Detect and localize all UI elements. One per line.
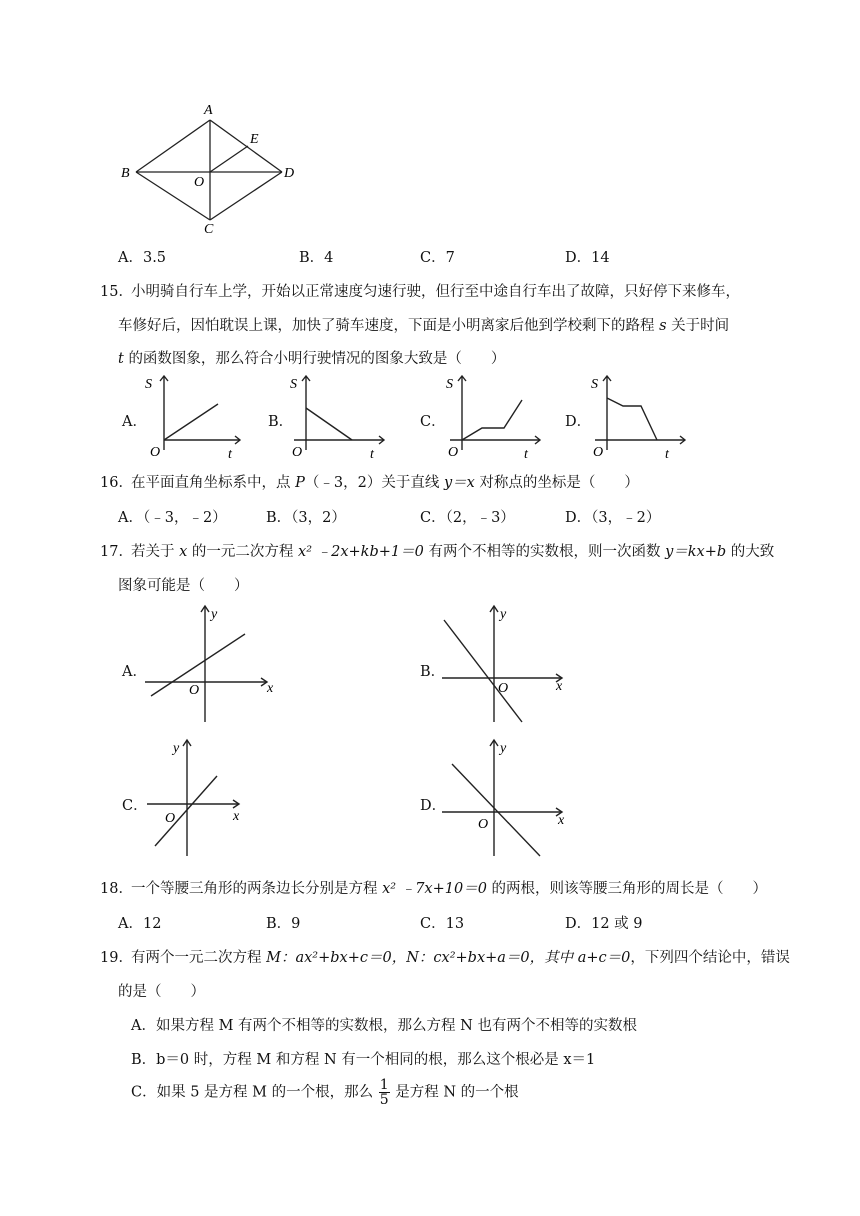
q16-option-d[interactable]: D．（3，﹣2）: [565, 510, 661, 526]
q19-option-a[interactable]: A．如果方程 M 有两个不相等的实数根，那么方程 N 也有两个不相等的实数根: [131, 1018, 637, 1034]
label-B: B: [121, 166, 130, 181]
q18-equation: x² ﹣7x+10＝0: [382, 881, 487, 897]
q17-option-a-label[interactable]: A．: [122, 664, 147, 680]
q15-line2: [118, 314, 729, 335]
q17-graph-d[interactable]: [440, 736, 580, 862]
fraction-numerator: 1: [379, 1077, 389, 1093]
axis-y-label: y: [211, 607, 218, 622]
q16-text-c: 对称点的坐标是（ ）: [479, 475, 639, 491]
label-E: E: [250, 132, 259, 147]
q16-text-b: （﹣3，2）关于直线: [304, 475, 440, 491]
q19-option-c[interactable]: [131, 1078, 519, 1107]
q16-stem: [131, 471, 639, 492]
origin-label: O: [292, 445, 303, 460]
q19-option-b[interactable]: B．b＝0 时，方程 M 和方程 N 有一个相同的根，那么这个根必是 x＝1: [131, 1052, 596, 1068]
q15-line3: [118, 347, 505, 368]
axis-x-label: t: [228, 447, 232, 460]
q18-option-a[interactable]: A．12: [118, 916, 162, 932]
label-A: A: [204, 103, 213, 118]
q15-option-a-label[interactable]: A．: [122, 414, 147, 430]
q15-var-s: s: [659, 318, 667, 334]
axis-y-label: y: [500, 741, 507, 756]
q15-option-b-label[interactable]: B．: [268, 414, 294, 430]
origin-label: O: [150, 445, 161, 460]
label-O: O: [194, 175, 205, 190]
axis-y-label: S: [446, 377, 453, 392]
fraction-one-fifth: [379, 1078, 390, 1107]
q15-graph-c[interactable]: [440, 370, 550, 464]
axis-x-label: t: [370, 447, 374, 460]
q19-eq-n-name: N: [406, 950, 419, 966]
origin-label: O: [189, 683, 200, 698]
axis-y-label: y: [173, 741, 180, 756]
origin-label: O: [448, 445, 459, 460]
q17-graph-b[interactable]: [440, 602, 580, 728]
q16-number: 16．: [100, 475, 133, 491]
q17-option-d-label[interactable]: D．: [420, 798, 447, 814]
q19-option-c-text-b: 是方程 N 的一个根: [395, 1084, 519, 1101]
label-C: C: [204, 222, 214, 235]
axis-x-label: t: [665, 447, 669, 460]
q14-figure: [118, 100, 298, 235]
q18-number: 18．: [100, 881, 133, 897]
q19-option-c-text-a: C．如果 5 是方程 M 的一个根，那么: [131, 1084, 374, 1101]
q16-point: P: [295, 475, 305, 491]
q19-eq-m-name: M: [266, 950, 281, 966]
label-D: D: [284, 166, 295, 181]
q15-line3-text: 的函数图象，那么符合小明行驶情况的图象大致是（ ）: [128, 351, 506, 367]
rhombus-diagram: [118, 100, 298, 235]
q18-stem: [131, 877, 767, 898]
axis-y-label: S: [290, 377, 297, 392]
q15-graph-b[interactable]: [284, 370, 394, 464]
q15-var-t: t: [118, 351, 124, 367]
q15-line1: 小明骑自行车上学，开始以正常速度匀速行驶，但行至中途自行车出了故障，只好停下来修车，: [131, 284, 740, 300]
q17-text-b: 的一元二次方程: [191, 544, 294, 560]
origin-label: O: [478, 817, 489, 832]
q19-text-a: 有两个一元二次方程: [131, 950, 262, 966]
q16-option-b[interactable]: B．（3，2）: [266, 510, 346, 526]
q15-option-c-label[interactable]: C．: [420, 414, 446, 430]
origin-label: O: [498, 681, 509, 696]
axis-x-label: x: [233, 809, 240, 824]
q14-option-d[interactable]: D．14: [565, 250, 610, 266]
q17-option-b-label[interactable]: B．: [420, 664, 446, 680]
q16-line-eq: y＝x: [443, 475, 475, 491]
axis-y-label: S: [591, 377, 598, 392]
axis-y-label: y: [500, 607, 507, 622]
axis-x-label: x: [556, 679, 563, 694]
q17-number: 17．: [100, 544, 133, 560]
axis-x-label: x: [267, 681, 274, 696]
q17-line2: 图象可能是（ ）: [118, 578, 249, 594]
q17-function: y＝kx+b: [665, 544, 727, 560]
q15-number: 15．: [100, 284, 133, 300]
q19-number: 19．: [100, 950, 133, 966]
q17-var-x: x: [179, 544, 188, 560]
q17-text-d: 的大致: [730, 544, 775, 560]
origin-label: O: [593, 445, 604, 460]
q17-graph-c[interactable]: [145, 736, 255, 862]
q19-condition: a+c＝0: [577, 950, 631, 966]
q15-line2-end: 关于时间: [671, 318, 730, 334]
q18-option-d[interactable]: D．12 或 9: [565, 916, 643, 932]
axis-x-label: t: [524, 447, 528, 460]
axis-x-label: x: [558, 813, 565, 828]
q18-option-b[interactable]: B．9: [266, 916, 301, 932]
q18-text-a: 一个等腰三角形的两条边长分别是方程: [131, 881, 378, 897]
q16-option-a[interactable]: A．（﹣3，﹣2）: [118, 510, 227, 526]
q15-line2-text: 车修好后，因怕耽误上课，加快了骑车速度，下面是小明离家后他到学校剩下的路程: [118, 318, 655, 334]
q17-text-a: 若关于: [131, 544, 175, 560]
q16-option-c[interactable]: C．（2，﹣3）: [420, 510, 515, 526]
q19-line1: [131, 946, 790, 967]
q15-graph-d[interactable]: [585, 370, 695, 464]
q16-text-a: 在平面直角坐标系中，点: [131, 475, 291, 491]
q18-option-c[interactable]: C．13: [420, 916, 465, 932]
q19-eq-m: ：ax²+bx+c＝0，: [280, 950, 407, 966]
axis-y-label: S: [145, 377, 152, 392]
q18-text-b: 的两根，则该等腰三角形的周长是（ ）: [491, 881, 768, 897]
q17-text-c: 有两个不相等的实数根，则一次函数: [428, 544, 661, 560]
q19-eq-n: ：cx²+bx+a＝0，其中: [418, 950, 574, 966]
q14-option-c[interactable]: C．7: [420, 250, 455, 266]
q14-option-b[interactable]: B．4: [299, 250, 334, 266]
q15-graph-a[interactable]: [140, 370, 250, 464]
origin-label: O: [165, 811, 176, 826]
q19-text-b: ，下列四个结论中，错误: [630, 950, 790, 966]
q14-option-a[interactable]: A．3.5: [118, 250, 167, 266]
fraction-denominator: 5: [379, 1092, 389, 1108]
q17-equation: x² ﹣2x+kb+1＝0: [298, 544, 424, 560]
q17-graph-a[interactable]: [145, 602, 285, 728]
q17-line1: [131, 540, 774, 561]
q19-line2: 的是（ ）: [118, 984, 205, 1000]
q17-option-c-label[interactable]: C．: [122, 798, 148, 814]
q15-option-d-label[interactable]: D．: [565, 414, 592, 430]
